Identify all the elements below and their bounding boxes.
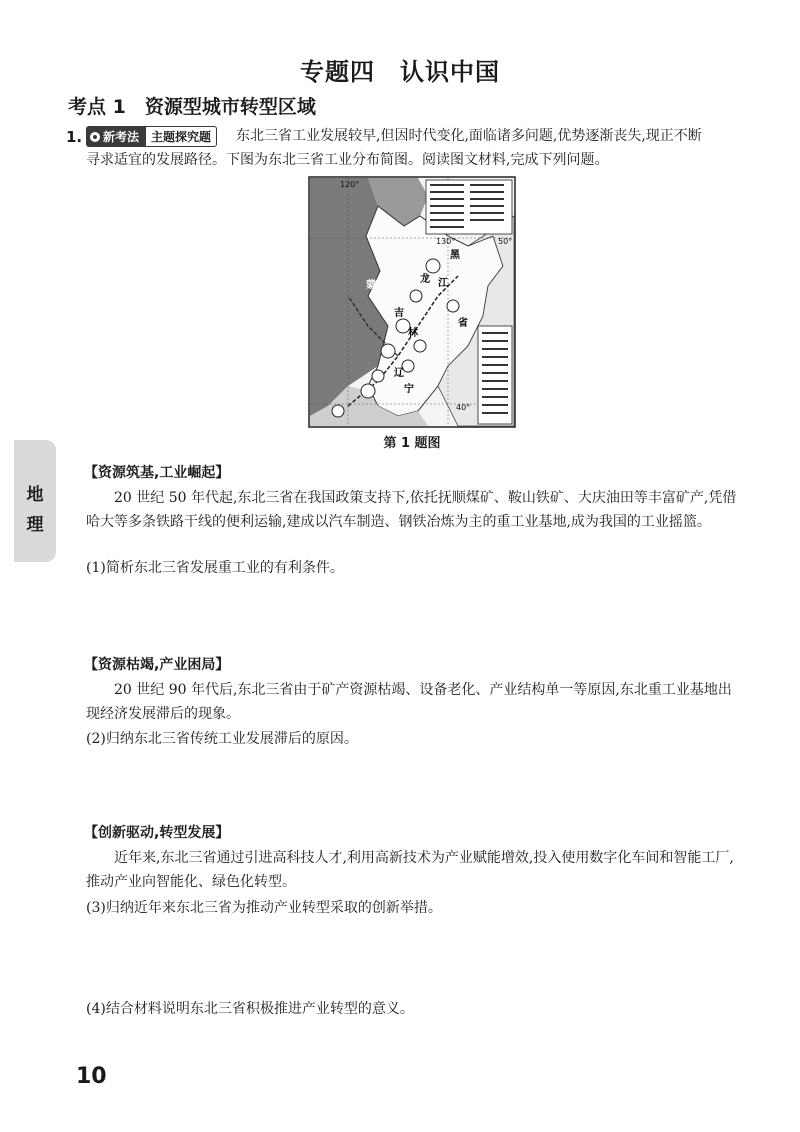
- question-intro-line2: 寻求适宜的发展路径。下图为东北三省工业分布简图。阅读图文材料,完成下列问题。: [86, 152, 609, 168]
- question-1: (1)简析东北三省发展重工业的有利条件。: [86, 560, 344, 576]
- section-1-head: 【资源筑基,工业崛起】: [84, 465, 230, 481]
- section-3-head: 【创新驱动,转型发展】: [84, 825, 230, 841]
- region-label-ji: 吉: [394, 308, 404, 319]
- subject-side-tab: [14, 440, 56, 562]
- region-label-hei: 黑: [450, 250, 460, 261]
- question-number: 1.: [66, 128, 83, 146]
- section-2-body: 20 世纪 90 年代后,东北三省由于矿产资源枯竭、设备老化、产业结构单一等原因,东北重工业基地出现经济发展滞后的现象。: [86, 682, 732, 722]
- region-label-long: 龙: [420, 274, 430, 285]
- northeast-industry-map: [308, 176, 516, 428]
- question-badges: [86, 126, 217, 147]
- question-intro-line1: 东北三省工业发展较早,但因时代变化,面临诸多问题,优势逐渐丧失,现正不断: [236, 128, 702, 144]
- question-3: (3)归纳近年来东北三省为推动产业转型采取的创新举措。: [86, 900, 442, 916]
- lat-40-label: 40°: [456, 403, 471, 412]
- region-label-meng: 蒙: [366, 280, 376, 291]
- region-label-jiang: 江: [438, 278, 448, 289]
- topic-badge: 主题探究题: [145, 126, 217, 147]
- region-label-lin: 林: [408, 328, 418, 339]
- section-title: 考点 1 资源型城市转型区域: [68, 96, 316, 118]
- question-4: (4)结合材料说明东北三省积极推进产业转型的意义。: [86, 1001, 414, 1017]
- section-3-body: 近年来,东北三省通过引进高科技人才,利用高新技术为产业赋能增效,投入使用数字化车间和智能工厂,推动产业向智能化、绿色化转型。: [86, 850, 734, 890]
- region-label-sheng: 省: [458, 318, 468, 329]
- side-tab-char-1: 地: [26, 485, 44, 505]
- map-svg: [308, 176, 516, 428]
- lon-120-label: 120°: [340, 180, 360, 189]
- question-2: (2)归纳东北三省传统工业发展滞后的原因。: [86, 731, 358, 747]
- lat-50-label: 50°: [498, 237, 513, 246]
- new-method-badge: 新考法: [86, 126, 145, 147]
- page-title: 专题四 认识中国: [300, 58, 500, 86]
- target-icon: [90, 132, 100, 142]
- map-caption: 第 1 题图: [383, 436, 441, 451]
- section-2-head: 【资源枯竭,产业困局】: [84, 657, 230, 673]
- region-label-ning: 宁: [404, 384, 414, 395]
- side-tab-char-2: 理: [26, 515, 44, 535]
- lon-130-label: 130°: [436, 237, 456, 246]
- section-1-body: 20 世纪 50 年代起,东北三省在我国政策支持下,依托抚顺煤矿、鞍山铁矿、大庆油田等丰富矿产,凭借哈大等多条铁路干线的便利运输,建成以汽车制造、钢铁冶炼为主的重工业基地,成为我国的工业摇篮。: [86, 490, 737, 530]
- page-number: 10: [76, 1064, 107, 1089]
- region-label-liao: 辽: [394, 368, 404, 379]
